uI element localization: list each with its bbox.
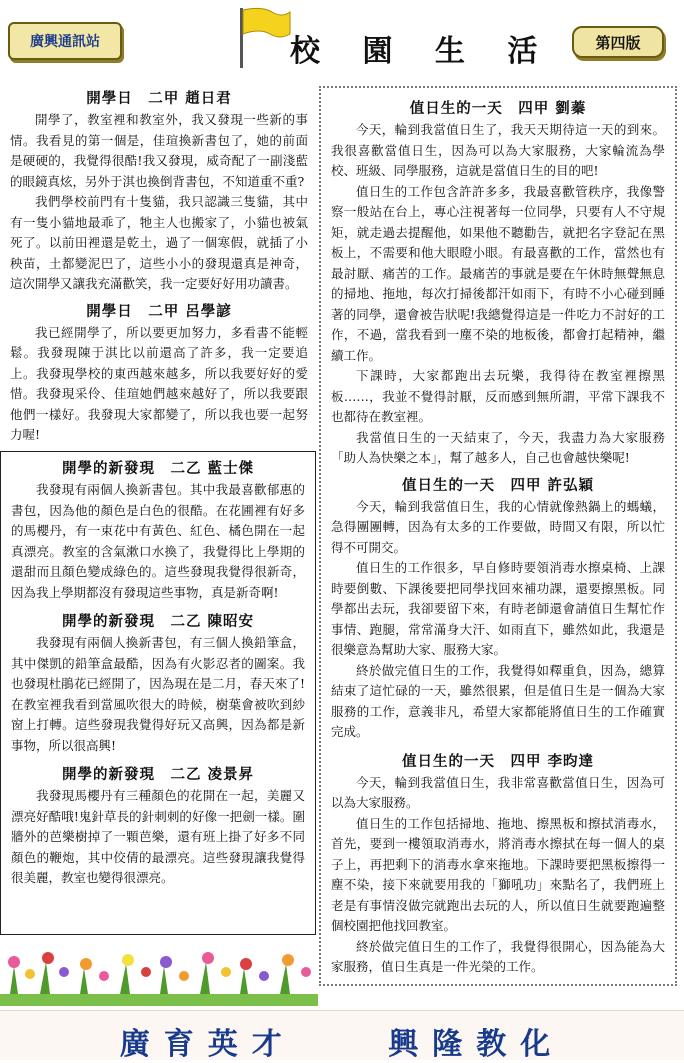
- page-header: [0, 0, 684, 82]
- article: [321, 98, 675, 469]
- flag-icon: [232, 4, 292, 68]
- article-paragraph: 開學了，教室裡和教室外，我又發現一些新的事情。我看見的第一個是，佳瑄換新書包了，她的前面是硬硬的，我覺得很酷!我又發現，威奇配了一副淺藍的眼鏡真炫，另外于淇也換倒背書包，不知道重不重?: [10, 112, 308, 189]
- page-number-badge: 第四版: [572, 26, 664, 58]
- article: [1, 458, 315, 603]
- boxed-articles: [0, 451, 316, 935]
- article: [1, 764, 315, 889]
- article-paragraph: 我們學校前門有十隻貓，我只認識三隻貓，其中有一隻小貓地最乖了，牠主人也搬家了，小貓也被氣死了。以前田裡還是乾土，過了一個寒假，就插了小秧苗，土都變泥巴了，這些小小的發現還真是神奇，這次開學又讓我充滿歡笑，我一定要好好用功讀書。: [10, 194, 308, 291]
- article-paragraph: 下課時，大家都跑出去玩樂，我得待在教室裡擦黑板……，我並不覺得討厭，反而感到無所謂，平常下課我不也都待在教室裡。: [331, 368, 665, 424]
- article: [321, 475, 675, 743]
- newsletter-name-badge: 廣興通訊站: [8, 22, 122, 60]
- article-paragraph: 今天，輪到我當值日生，我的心情就像熱鍋上的螞蟻，急得團團轉，因為有太多的工作要做，時間又有限，所以忙得不可開交。: [331, 498, 665, 555]
- article-paragraph: 值日生的工作很多，早自修時要領消毒水擦桌椅、上課時要倒數、下課後要把同學找回來補功課，還要擦黑板。同學都出去玩，我卻要留下來，有時老師還會請值日生幫忙作事情、跑腿，常常滿身大汗、如雨直下，雖然如此，我還是很樂意為幫助大家、服務大家。: [331, 560, 665, 657]
- article-paragraph: 今天，輪到我當值日生了，我天天期待這一天的到來。我很喜歡當值日生，因為可以為大家服務，大家輪流為學校、班級、同學服務，這就是當值日生的目的吧!: [331, 122, 665, 178]
- footer-motto-right: 興隆教化: [388, 1027, 565, 1062]
- article-title: 開學的新發現 二乙 凌景昇: [61, 766, 255, 783]
- article-paragraph: 我已經開學了，所以要更加努力，多看書不能輕鬆。我發現陳于淇比以前還高了許多，我一定要追上。我發現學校的東西越來越多，所以我要好好的愛惜。我發現采伶、佳瑄她們越來越好了，所以我要跟他們一樣好。我發現大家都變了，所以我也要一起努力喔!: [10, 324, 308, 442]
- article-paragraph: 我發現馬櫻丹有三種顏色的花開在一起，美麗又漂亮好酷哦!鬼針草長的針刺刺的好像一把劍一樣。圍牆外的芭樂樹掉了一顆芭樂，還有班上掛了好多不同顏色的鞭炮，其中佼倩的最漂亮。這些發現讓我覺得很美麗，教室也變得很漂亮。: [11, 788, 305, 885]
- footer-banner: [0, 1010, 684, 1060]
- footer-motto: [0, 1019, 684, 1063]
- right-column: [319, 86, 677, 986]
- article-paragraph: 我發現有兩個人換新書包。其中我最喜歡郁惠的書包，因為他的顏色是白色的很酷。在花圃裡有好多的馬櫻丹，有一束花中有黃色、紅色、橘色開在一起真漂亮。教室的含氣漱口水換了，我覺得比上學期的還甜而且顏色變成綠色的。這些發現我覺得很新奇，因為我上學期都沒有發現這些事物，真是新奇啊!: [11, 482, 305, 600]
- article-paragraph: 我發現有兩個人換新書包，有三個人換鉛筆盒，其中傑凱的鉛筆盒最酷，因為有火影忍者的圖案。我也發現杜鵑花已經開了，因為現在是二月，春天來了!在教室裡我看到當風吹很大的時候，樹葉會被吹到紗窗上打轉。這些發現我覺得好玩又高興，因為都是新事物，所以很高興!: [11, 635, 305, 753]
- article-title: 開學的新發現 二乙 陳昭安: [61, 613, 255, 630]
- article-title: 值日生的一天 四甲 劉蓁: [409, 100, 587, 117]
- article-paragraph: 終於做完值日生的工作，我覺得如釋重負，因為，總算結束了這忙碌的一天，雖然很累，但是值日生是一個為大家服務的工作，意義非凡，希望大家都能將值日生的工作確實完成。: [331, 662, 665, 739]
- page-title: 校 園 生 活: [290, 34, 554, 69]
- left-column: [0, 84, 318, 446]
- article-title: 開學的新發現 二乙 藍士傑: [61, 460, 255, 477]
- article: [321, 751, 675, 978]
- article-title: 值日生的一天 四甲 許弘穎: [401, 476, 595, 494]
- article-title: 開學日 二甲 呂學諺: [86, 302, 232, 320]
- article: [0, 88, 318, 295]
- article: [1, 611, 315, 756]
- article-title: 開學日 二甲 趙日君: [86, 90, 232, 107]
- article-paragraph: 值日生的工作包含許許多多，我最喜歡管秩序，我像警察一般站在台上，專心注視著每一位同學，只要有人不守規矩，就走過去提醒他，如果他不聽勸告，就把名字登記在黑板上，不需要和他大眼瞪小眼。有最喜歡的工作，當然也有最討厭、痛苦的工作。最痛苦的事就是要在午休時無聲無息的掃地、拖地，每次打掃後都汗如雨下，有時不小心碰到睡著的同學，還會被告狀呢!我總覺得這是一件吃力不討好的工作，不過，當我看到一塵不染的地板後，都會打起精神，繼續工作。: [331, 183, 665, 363]
- article-paragraph: 我當值日生的一天結束了，今天，我盡力為大家服務「助人為快樂之本」，幫了越多人，自己也會越快樂呢!: [331, 429, 665, 465]
- article-paragraph: 今天，輪到我當值日生，我非常喜歡當值日生，因為可以為大家服務。: [331, 774, 665, 810]
- article: [0, 301, 318, 446]
- flower-border-decoration: [0, 936, 318, 1006]
- footer-motto-left: 廣育英才: [119, 1027, 296, 1062]
- article-paragraph: 值日生的工作包括掃地、拖地、擦黑板和擦拭消毒水，首先，要到一樓領取消毒水，將消毒水擦拭在每一個人的桌子上，再把剩下的消毒水拿來拖地。下課時要把黑板擦得一塵不染，接下來就要用我的「獅吼功」來點名了，我們班上老是有事情沒做完就跑出去玩的人，所以值日生就要跑遍整個校園把他找回教室。: [331, 815, 665, 933]
- article-paragraph: 終於做完值日生的工作了，我覺得很開心，因為能為大家服務，值日生真是一件光榮的工作。: [331, 938, 665, 974]
- article-title: 值日生的一天 四甲 李昀達: [401, 752, 595, 770]
